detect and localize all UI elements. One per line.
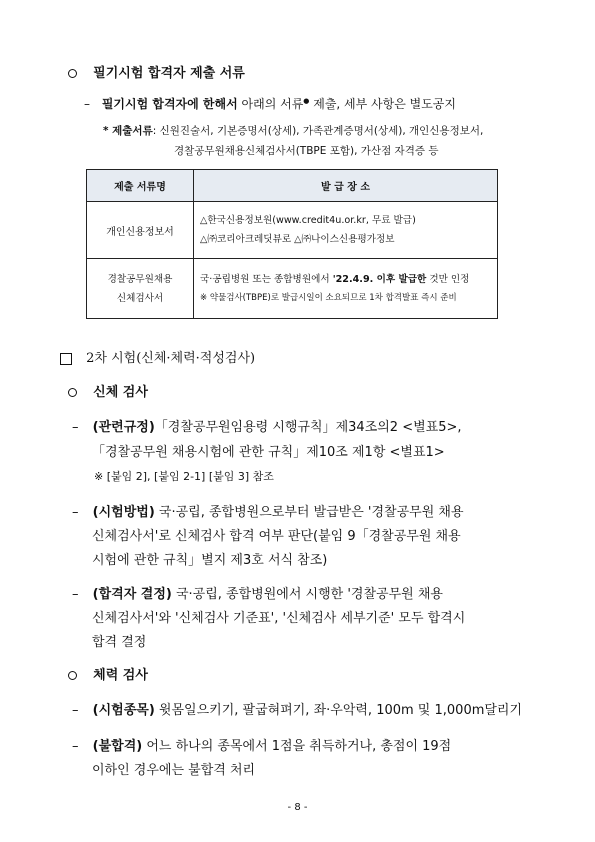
physical-decision-line3: 합격 결정 xyxy=(92,635,147,650)
reg-label: (관련규정) xyxy=(92,420,155,435)
physical-heading xyxy=(68,381,148,400)
physical-title: 신체 검사 xyxy=(93,385,148,400)
row2-line1-c: 것만 인정 xyxy=(426,273,470,285)
note-label: * 제출서류 xyxy=(103,125,153,137)
fitness-heading xyxy=(68,664,148,683)
dash-text2: 제출, 세부 사항은 별도공지 xyxy=(309,97,456,111)
physical-decision-line1 xyxy=(72,583,443,602)
fitness-title: 체력 검사 xyxy=(93,668,148,683)
header-document-name: 제출 서류명 xyxy=(87,170,194,202)
decision-text-1: 국·공립, 종합병원에서 시행한 '경찰공무원 채용 xyxy=(171,587,443,602)
square-bullet-icon xyxy=(60,353,72,365)
physical-decision-line2: 신체검사서'와 '신체검사 기준표', '신체검사 세부기준' 모두 합격시 xyxy=(92,611,466,626)
row2-line1-a: 국·공립병원 또는 종합병원에서 xyxy=(200,273,333,285)
row1-line1: △한국신용정보원(www.credit4u.or.kr, 무료 발급) xyxy=(200,215,416,226)
row2-line2: ※ 약물검사(TBPE)로 발급시일이 소요되므로 1차 합격발표 즉시 준비 xyxy=(200,292,457,303)
fail-text-1: 어느 하나의 종목에서 1점을 취득하거나, 총점이 19점 xyxy=(142,739,452,754)
row1-issue-place xyxy=(194,202,498,259)
fail-label: (불합격) xyxy=(92,739,143,754)
physical-reg-line1 xyxy=(72,416,462,435)
method-label: (시험방법) xyxy=(92,505,155,520)
section1-dash-line xyxy=(84,95,456,112)
physical-reg-note: ※ [붙임 2], [붙임 2-1] [붙임 3] 참조 xyxy=(94,470,274,483)
circle-bullet-icon xyxy=(68,671,77,680)
dash-marker: – xyxy=(72,587,79,602)
decision-label: (합격자 결정) xyxy=(92,587,172,602)
row2-name-line2: 신체검사서 xyxy=(116,292,164,304)
dash-marker: – xyxy=(72,420,79,435)
section2-title: 2차 시험(신체·체력·적성검사) xyxy=(86,351,256,366)
circle-bullet-icon xyxy=(68,388,77,397)
section1-heading xyxy=(68,62,245,81)
documents-table xyxy=(86,169,498,319)
header-issue-place: 발 급 장 소 xyxy=(194,170,498,202)
table-header-row xyxy=(87,170,498,202)
physical-reg-line2: 「경찰공무원 채용시험에 관한 규칙」제10조 제1항 <별표1> xyxy=(92,445,445,460)
row2-line1-b: '22.4.9. 이후 발급한 xyxy=(332,273,427,285)
dash-marker: – xyxy=(72,739,79,754)
fitness-fail-line1 xyxy=(72,735,451,754)
dash-marker: – xyxy=(72,505,79,520)
physical-method-line1 xyxy=(72,501,464,520)
circle-bullet-icon xyxy=(68,69,77,78)
row2-document-name xyxy=(87,259,194,319)
dash-marker: – xyxy=(72,703,79,718)
section2-heading xyxy=(60,347,255,366)
dash-sup: ● xyxy=(303,97,310,105)
table-row xyxy=(87,259,498,319)
table-row xyxy=(87,202,498,259)
fitness-fail-line2: 이하인 경우에는 불합격 처리 xyxy=(92,763,256,778)
items-label: (시험종목) xyxy=(92,703,155,718)
method-text-1: 국·공립, 종합병원으로부터 발급받은 '경찰공무원 채용 xyxy=(154,505,464,520)
row2-line1 xyxy=(200,270,491,289)
note-text-1: : 신원진술서, 기본증명서(상세), 가족관계증명서(상세), 개인신용정보서, xyxy=(152,125,484,137)
reg-text-1: 「경찰공무원임용령 시행규칙」제34조의2 <별표5>, xyxy=(154,420,462,435)
row2-name-line1: 경찰공무원채용 xyxy=(107,273,173,285)
fitness-items-line xyxy=(72,699,522,718)
note-line-1 xyxy=(103,123,483,138)
section1-title: 필기시험 합격자 제출 서류 xyxy=(93,66,245,81)
dash-marker: – xyxy=(84,97,90,111)
page-number: - 8 - xyxy=(287,802,308,813)
items-text: 윗몸일으키기, 팔굽혀펴기, 좌·우악력, 100m 및 1,000m달리기 xyxy=(154,703,523,718)
dash-text: 아래의 서류 xyxy=(237,97,304,111)
row2-issue-place xyxy=(194,259,498,319)
note-line-2: 경찰공무원채용신체검사서(TBPE 포함), 가산점 자격증 등 xyxy=(174,145,439,157)
physical-method-line3: 시험에 관한 규칙」별지 제3호 서식 참조) xyxy=(92,553,328,568)
row1-line2: △㈜코리아크레딧뷰로 △㈜나이스신용평가정보 xyxy=(200,234,395,245)
row1-document-name: 개인신용정보서 xyxy=(87,202,194,259)
dash-bold-text: 필기시험 합격자에 한해서 xyxy=(101,97,238,111)
physical-method-line2: 신체검사서'로 신체검사 합격 여부 판단(붙임 9「경찰공무원 채용 xyxy=(92,529,461,544)
